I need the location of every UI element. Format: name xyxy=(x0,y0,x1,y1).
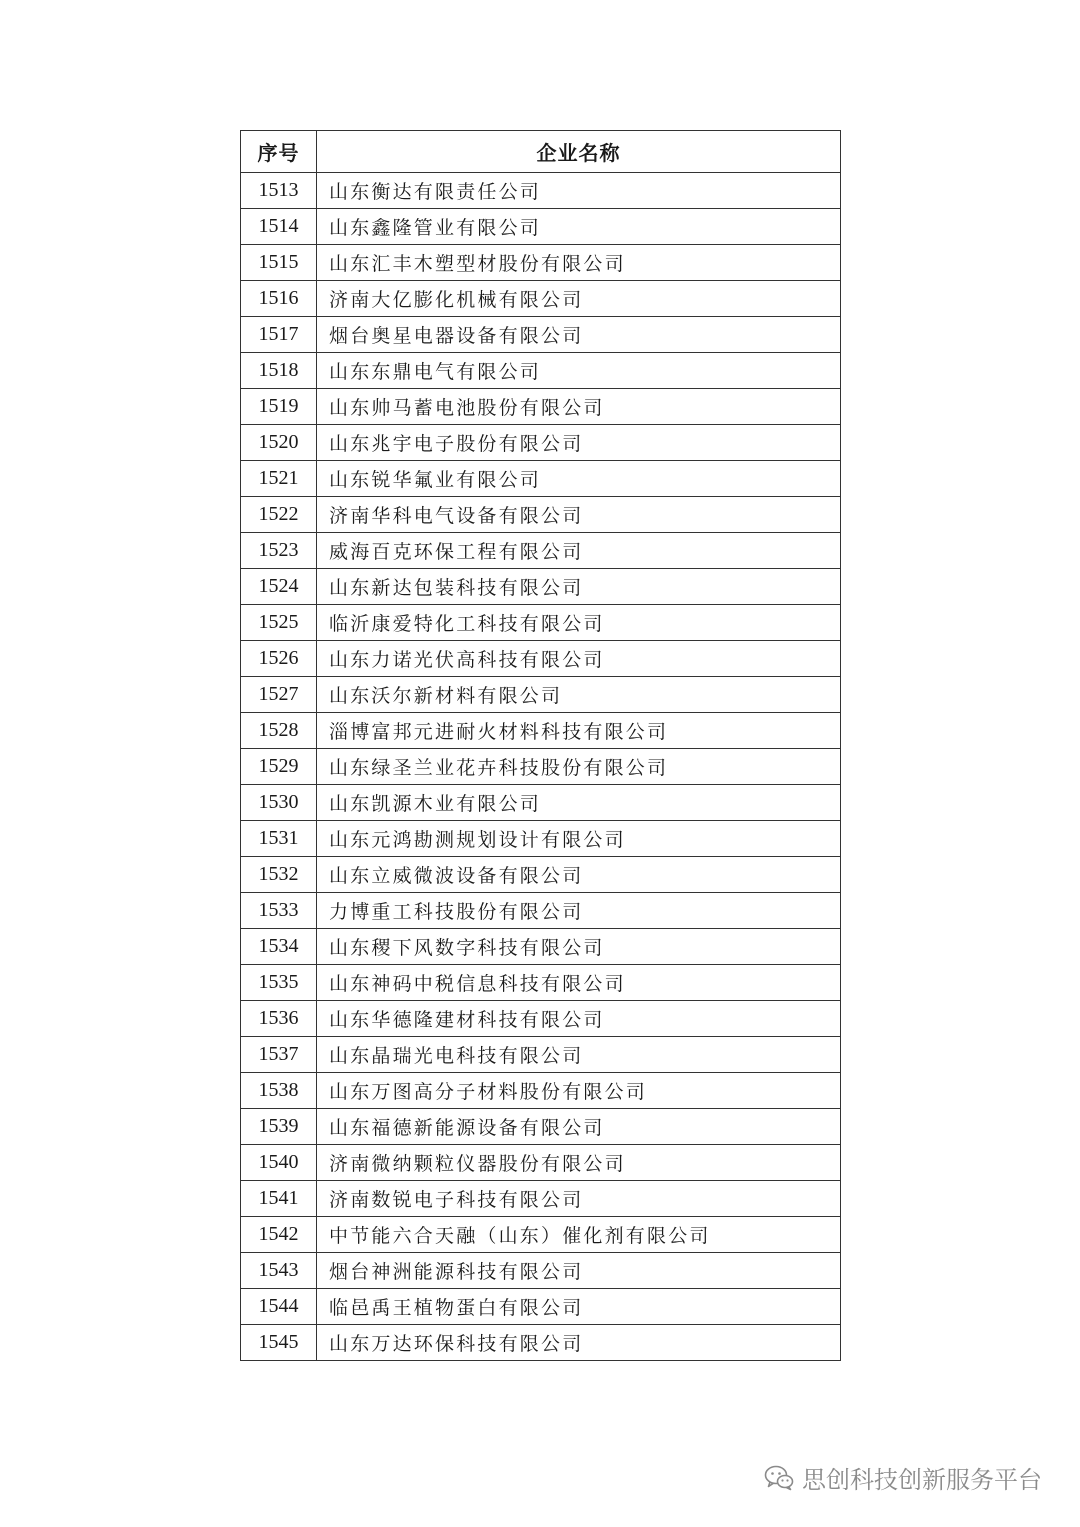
row-enterprise-name: 济南大亿膨化机械有限公司 xyxy=(317,281,841,317)
row-enterprise-name: 山东华德隆建材科技有限公司 xyxy=(317,1001,841,1037)
table-row xyxy=(241,785,841,821)
table-row xyxy=(241,749,841,785)
table-row xyxy=(241,1253,841,1289)
row-serial-number: 1531 xyxy=(241,821,317,857)
row-enterprise-name: 山东凯源木业有限公司 xyxy=(317,785,841,821)
table-row xyxy=(241,1325,841,1361)
row-enterprise-name: 山东东鼎电气有限公司 xyxy=(317,353,841,389)
header-serial-number: 序号 xyxy=(241,131,317,173)
table-row xyxy=(241,641,841,677)
row-enterprise-name: 山东稷下风数字科技有限公司 xyxy=(317,929,841,965)
table-row xyxy=(241,1145,841,1181)
row-enterprise-name: 山东立威微波设备有限公司 xyxy=(317,857,841,893)
row-serial-number: 1518 xyxy=(241,353,317,389)
table-row xyxy=(241,1109,841,1145)
row-serial-number: 1515 xyxy=(241,245,317,281)
row-enterprise-name: 山东神码中税信息科技有限公司 xyxy=(317,965,841,1001)
row-serial-number: 1542 xyxy=(241,1217,317,1253)
header-enterprise-name: 企业名称 xyxy=(317,131,841,173)
row-enterprise-name: 山东锐华氟业有限公司 xyxy=(317,461,841,497)
row-serial-number: 1529 xyxy=(241,749,317,785)
row-serial-number: 1535 xyxy=(241,965,317,1001)
row-enterprise-name: 威海百克环保工程有限公司 xyxy=(317,533,841,569)
row-enterprise-name: 山东元鸿勘测规划设计有限公司 xyxy=(317,821,841,857)
table-row xyxy=(241,461,841,497)
row-serial-number: 1521 xyxy=(241,461,317,497)
table-row xyxy=(241,497,841,533)
row-enterprise-name: 烟台奥星电器设备有限公司 xyxy=(317,317,841,353)
row-enterprise-name: 山东鑫隆管业有限公司 xyxy=(317,209,841,245)
table-row xyxy=(241,245,841,281)
row-enterprise-name: 山东兆宇电子股份有限公司 xyxy=(317,425,841,461)
row-enterprise-name: 山东新达包装科技有限公司 xyxy=(317,569,841,605)
row-serial-number: 1523 xyxy=(241,533,317,569)
row-serial-number: 1536 xyxy=(241,1001,317,1037)
row-serial-number: 1532 xyxy=(241,857,317,893)
table-row xyxy=(241,713,841,749)
table-row xyxy=(241,533,841,569)
row-enterprise-name: 力博重工科技股份有限公司 xyxy=(317,893,841,929)
row-serial-number: 1514 xyxy=(241,209,317,245)
table-row xyxy=(241,353,841,389)
row-enterprise-name: 淄博富邦元进耐火材料科技有限公司 xyxy=(317,713,841,749)
watermark-text: 思创科技创新服务平台 xyxy=(802,1466,1042,1494)
table-row xyxy=(241,1217,841,1253)
row-serial-number: 1533 xyxy=(241,893,317,929)
row-enterprise-name: 中节能六合天融（山东）催化剂有限公司 xyxy=(317,1217,841,1253)
row-serial-number: 1541 xyxy=(241,1181,317,1217)
row-serial-number: 1538 xyxy=(241,1073,317,1109)
row-serial-number: 1528 xyxy=(241,713,317,749)
table-row xyxy=(241,1073,841,1109)
table-body xyxy=(241,173,841,1361)
row-enterprise-name: 山东衡达有限责任公司 xyxy=(317,173,841,209)
row-enterprise-name: 山东帅马蓄电池股份有限公司 xyxy=(317,389,841,425)
row-serial-number: 1525 xyxy=(241,605,317,641)
row-serial-number: 1522 xyxy=(241,497,317,533)
table-row xyxy=(241,209,841,245)
table-row xyxy=(241,965,841,1001)
row-serial-number: 1534 xyxy=(241,929,317,965)
row-serial-number: 1527 xyxy=(241,677,317,713)
watermark xyxy=(764,1460,1042,1495)
enterprise-table xyxy=(240,130,841,1361)
row-enterprise-name: 临沂康爱特化工科技有限公司 xyxy=(317,605,841,641)
row-enterprise-name: 山东力诺光伏高科技有限公司 xyxy=(317,641,841,677)
row-enterprise-name: 济南华科电气设备有限公司 xyxy=(317,497,841,533)
table-row xyxy=(241,1037,841,1073)
row-serial-number: 1543 xyxy=(241,1253,317,1289)
row-serial-number: 1524 xyxy=(241,569,317,605)
row-enterprise-name: 山东汇丰木塑型材股份有限公司 xyxy=(317,245,841,281)
row-enterprise-name: 烟台神洲能源科技有限公司 xyxy=(317,1253,841,1289)
row-enterprise-name: 济南微纳颗粒仪器股份有限公司 xyxy=(317,1145,841,1181)
row-serial-number: 1513 xyxy=(241,173,317,209)
row-serial-number: 1544 xyxy=(241,1289,317,1325)
row-serial-number: 1516 xyxy=(241,281,317,317)
table-header-row xyxy=(241,131,841,173)
row-serial-number: 1520 xyxy=(241,425,317,461)
table-row xyxy=(241,317,841,353)
table-row xyxy=(241,425,841,461)
row-serial-number: 1530 xyxy=(241,785,317,821)
row-serial-number: 1537 xyxy=(241,1037,317,1073)
table-row xyxy=(241,281,841,317)
table-row xyxy=(241,893,841,929)
table-row xyxy=(241,821,841,857)
table-row xyxy=(241,1181,841,1217)
table-row xyxy=(241,857,841,893)
row-enterprise-name: 山东万达环保科技有限公司 xyxy=(317,1325,841,1361)
table-row xyxy=(241,1001,841,1037)
row-serial-number: 1539 xyxy=(241,1109,317,1145)
row-enterprise-name: 山东绿圣兰业花卉科技股份有限公司 xyxy=(317,749,841,785)
row-enterprise-name: 山东晶瑞光电科技有限公司 xyxy=(317,1037,841,1073)
row-enterprise-name: 山东福德新能源设备有限公司 xyxy=(317,1109,841,1145)
table-row xyxy=(241,389,841,425)
row-serial-number: 1519 xyxy=(241,389,317,425)
row-enterprise-name: 济南数锐电子科技有限公司 xyxy=(317,1181,841,1217)
table-row xyxy=(241,173,841,209)
table-row xyxy=(241,929,841,965)
wechat-icon xyxy=(764,1465,794,1491)
table-row xyxy=(241,605,841,641)
table-row xyxy=(241,1289,841,1325)
row-enterprise-name: 临邑禹王植物蛋白有限公司 xyxy=(317,1289,841,1325)
row-serial-number: 1545 xyxy=(241,1325,317,1361)
row-serial-number: 1517 xyxy=(241,317,317,353)
table-row xyxy=(241,677,841,713)
table-row xyxy=(241,569,841,605)
row-enterprise-name: 山东沃尔新材料有限公司 xyxy=(317,677,841,713)
row-enterprise-name: 山东万图高分子材料股份有限公司 xyxy=(317,1073,841,1109)
row-serial-number: 1526 xyxy=(241,641,317,677)
row-serial-number: 1540 xyxy=(241,1145,317,1181)
